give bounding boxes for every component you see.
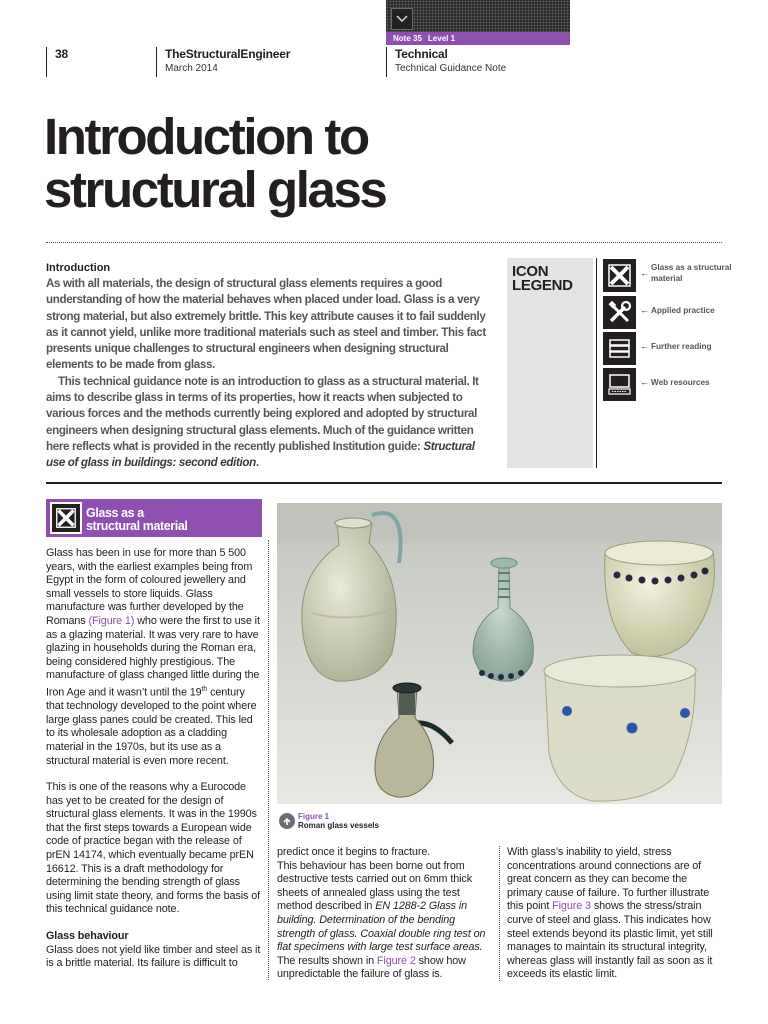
section-badge	[46, 499, 262, 537]
title-line-1: Introduction to	[44, 108, 368, 165]
arrow-up-icon	[279, 813, 295, 829]
col2-paragraph	[277, 860, 491, 982]
legend-title-line-2: LEGEND	[512, 277, 573, 294]
body-column-2	[277, 846, 491, 982]
icon-legend-title	[512, 265, 573, 293]
intro-p2-end: .	[255, 456, 259, 470]
legend-label: Applied practice	[651, 306, 715, 315]
legend-arrow-icon: ←	[640, 268, 649, 278]
title-divider	[46, 242, 722, 243]
figure-1-photo	[277, 503, 722, 804]
page-number-block	[46, 47, 68, 77]
legend-item-web	[603, 368, 753, 402]
intro-paragraph-2	[46, 374, 488, 472]
legend-item-glass	[603, 259, 753, 293]
applied-practice-icon	[603, 296, 636, 329]
figure-2-link[interactable]: Figure 2	[376, 954, 416, 967]
issue-date: March 2014	[165, 63, 218, 74]
publication-name: TheStructuralEngineer	[165, 47, 291, 61]
col1-paragraph-2: This is one of the reasons why a Eurocode has yet to be created for the design of structural glass elements. It was in the 1990s that the first steps towards a European wide code of practice began with the release of prEN 14174, which eventually became prEN 16612. This is a draft methodology for determining the bending strength of glass using limit state theory, and forms the basis of this technical guidance note.	[46, 781, 261, 916]
page-number: 38	[55, 47, 68, 61]
col2-line-1: predict once it begins to fracture.	[277, 846, 431, 858]
further-reading-icon	[603, 332, 636, 365]
col2-text: show how unpredictable the failure of glass is.	[277, 954, 466, 981]
chevron-down-icon[interactable]	[391, 8, 413, 30]
glass-material-icon	[603, 259, 636, 292]
figure-label: Figure 1	[298, 812, 330, 821]
legend-arrow-icon: ←	[640, 341, 649, 351]
figure-3-link[interactable]: Figure 3	[552, 900, 591, 913]
note-number: Note 35	[393, 34, 422, 43]
legend-label: Further reading	[651, 342, 712, 351]
web-resources-icon	[603, 368, 636, 401]
col1-paragraph-1	[46, 547, 264, 768]
guide-title: Structural use of glass in buildings: second edition	[46, 439, 475, 470]
legend-label: Glass as a structural material	[651, 263, 732, 283]
badge-line-1: Glass as a	[86, 506, 144, 520]
page-title	[44, 110, 604, 216]
body-column-3	[507, 846, 723, 982]
figure-caption-text: Roman glass vessels	[298, 821, 379, 830]
title-line-2: structural glass	[44, 161, 386, 218]
glass-material-icon	[52, 504, 80, 532]
section-badge-title	[86, 507, 256, 533]
superscript: th	[201, 685, 208, 693]
intro-p2-text: This technical guidance note is an introduction to glass as a structural material. It aims to describe glass in terms of its properties, how it reacts when subjected to various forces and the methods currently being explored and adopted by structural engineers when designing structural glass elements. Much of the guidance written here reflects what is provided in the recently published Institution guide:	[46, 374, 479, 453]
col1-paragraph-3: Glass does not yield like timber and steel as it is a brittle material. Its failure is difficult to	[46, 943, 261, 970]
note-tab-pattern	[386, 0, 570, 32]
legend-arrow-icon: ←	[640, 305, 649, 315]
column-divider	[268, 540, 269, 980]
note-tab	[386, 0, 570, 45]
body-column-1	[46, 547, 264, 971]
intro-paragraph-1: As with all materials, the design of structural glass elements requires a good understanding of how the material behaves when placed under load. Glass is a very strong material, but also extremely brittle. This key attribute causes it to fail suddenly as it cannot yield, unlike more traditional materials such as steel and timber. This fact presents unique challenges to structural engineers when designing structural elements to be made from glass.	[46, 277, 486, 372]
badge-icon-frame	[50, 502, 82, 534]
col3-text: shows the stress/strain curve of steel and glass. This indicates how steel extends beyond its plastic limit, yet still manages to maintain its structural integrity, whereas glass will instantly fail as soon as it exceeds its elastic limit.	[507, 900, 713, 981]
section-block	[386, 47, 506, 77]
note-level-bar	[386, 32, 570, 45]
note-level: Level 1	[427, 34, 456, 43]
col1-text: century that technology developed to the point where large glass panes could be created. This led to its wholesale adoption as a cladding material in the 1970s, but its use as a structural material is even more recent.	[46, 686, 257, 767]
legend-item-applied	[603, 296, 753, 330]
section-rule	[46, 482, 722, 484]
section-subtitle: Technical Guidance Note	[395, 63, 507, 74]
column-divider	[499, 846, 500, 981]
standard-title: EN 1288-2 Glass in building. Determination of the bending strength of glass. Coaxial double ring test on flat specimens with large test surface areas.	[277, 900, 486, 954]
col2-text: This behaviour has been borne out from destructive tests carried out on 6mm thick sheets of annealed glass using the test method described in	[277, 859, 473, 913]
subheading-glass-behaviour: Glass behaviour	[46, 930, 129, 943]
badge-line-2: structural material	[86, 519, 188, 533]
figure-1-link[interactable]: (Figure 1)	[88, 614, 135, 627]
col1-text: Glass has been in use for more than 5 500 years, with the earliest examples being from Egypt in the form of coloured jewellery and small vessels to store liquids. Glass manufacture was further developed by the Romans	[46, 547, 253, 627]
legend-separator	[596, 258, 597, 468]
col3-text: With glass’s inability to yield, stress concentrations around connections are of great concern as they can become the primary cause of failure. To further illustrate this point	[507, 846, 710, 913]
section-name: Technical	[395, 47, 448, 61]
legend-label: Web resources	[651, 378, 710, 387]
intro-text	[46, 276, 488, 472]
col3-paragraph	[507, 846, 723, 982]
legend-arrow-icon: ←	[640, 377, 649, 387]
legend-item-reading	[603, 332, 753, 366]
legend-title-line-1: ICON	[512, 263, 549, 280]
col2-text: The results shown in	[277, 954, 377, 967]
intro-heading: Introduction	[46, 262, 111, 274]
col1-text: who were the first to use it as a glazing material. It was very rare to have glazing in households during the Roman era, being considered highly prestigious. The manufacture of glass changed little during the Iron Age and it wasn’t until the 19	[46, 614, 260, 699]
publication-block	[156, 47, 290, 77]
